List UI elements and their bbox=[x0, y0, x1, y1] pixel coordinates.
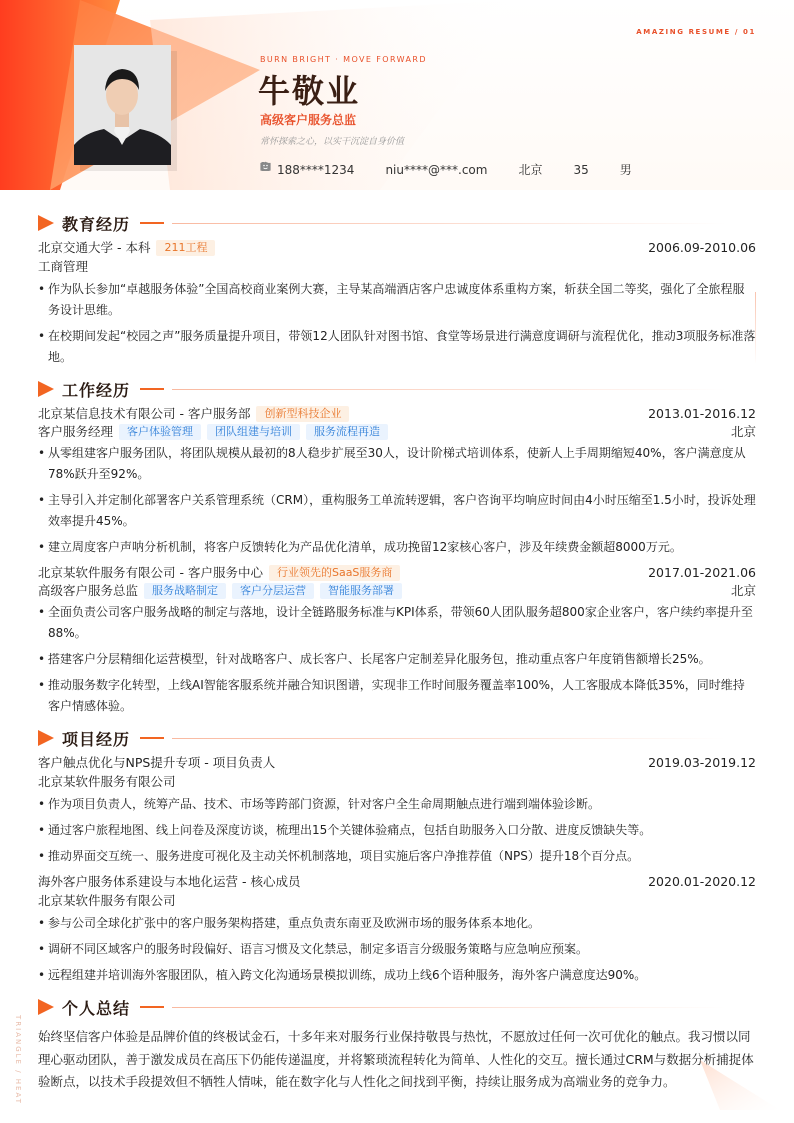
job-row bbox=[38, 404, 756, 424]
list-item: • 搭建客户分层精细化运营模型，针对战略客户、成长客户、长尾客户定制差异化服务包，推动重点客户年度销售额增长25%。 bbox=[38, 649, 756, 670]
section-dash bbox=[140, 1006, 164, 1008]
project-name: 客户触点优化与NPS提升专项 - 项目负责人 bbox=[38, 755, 276, 770]
list-item: • 推动界面交互统一、服务进度可视化及主动关怀机制落地，项目实施后客户净推荐值（NPS）提升18个百分点。 bbox=[38, 846, 756, 867]
contact-age-text: 35 bbox=[573, 162, 589, 177]
education-row bbox=[38, 238, 756, 258]
section-triangle-icon bbox=[38, 999, 54, 1015]
project-org: 北京某软件服务有限公司 bbox=[38, 893, 176, 908]
skill-tag: 服务战略制定 bbox=[144, 583, 226, 599]
project-dates: 2019.03-2019.12 bbox=[648, 755, 756, 770]
person-icon bbox=[603, 164, 614, 175]
education-bullets bbox=[38, 279, 756, 368]
job-title: 高级客户服务总监 bbox=[260, 113, 357, 127]
company-name: 北京某信息技术有限公司 - 客户服务部 bbox=[38, 406, 251, 421]
list-item: • 远程组建并培训海外客服团队，植入跨文化沟通场景模拟训练，成功上线6个语种服务，海外客户满意度达90%。 bbox=[38, 965, 756, 986]
section-title: 工作经历 bbox=[62, 380, 131, 400]
contact-age bbox=[556, 163, 588, 177]
section-dash bbox=[140, 737, 164, 739]
project-bullets bbox=[38, 913, 756, 986]
slogan: BURN BRIGHT · MOVE FORWARD bbox=[260, 55, 427, 64]
project-bullets bbox=[38, 794, 756, 867]
list-item: • 参与公司全球化扩张中的客户服务架构搭建，重点负责东南亚及欧洲市场的服务体系本地化。 bbox=[38, 913, 756, 934]
list-item: • 调研不同区域客户的服务时段偏好、语言习惯及文化禁忌，制定多语言分级服务策略与应急响应预案。 bbox=[38, 939, 756, 960]
section-header-projects bbox=[38, 723, 756, 753]
header-banner bbox=[0, 0, 794, 190]
list-item: • 推动服务数字化转型，上线AI智能客服系统并融合知识图谱，实现非工作时间服务覆盖率100%，人工客服成本降低35%，同时维持客户情感体验。 bbox=[38, 675, 756, 717]
project-row bbox=[38, 872, 756, 892]
contact-gender-text: 男 bbox=[619, 163, 632, 177]
company-tag: 行业领先的SaaS服务商 bbox=[269, 565, 400, 581]
contact-phone-text: 188****1234 bbox=[277, 162, 355, 177]
page-tag: AMAZING RESUME / 01 bbox=[636, 28, 756, 36]
side-watermark: TRIANGLE / HEAT bbox=[14, 1015, 22, 1105]
job-dates: 2017.01-2021.06 bbox=[648, 565, 756, 580]
skill-tag: 智能服务部署 bbox=[320, 583, 402, 599]
contact-city-text: 北京 bbox=[518, 163, 543, 177]
section-title: 个人总结 bbox=[62, 998, 131, 1018]
mail-icon bbox=[368, 164, 379, 175]
section-triangle-icon bbox=[38, 730, 54, 746]
contact-city bbox=[501, 161, 542, 178]
section-divider bbox=[172, 1007, 726, 1008]
list-item: • 建立周度客户声呐分析机制，将客户反馈转化为产品优化清单，成功挽留12家核心客户，涉及年续费金额超8000万元。 bbox=[38, 537, 756, 558]
skill-tag: 客户分层运营 bbox=[232, 583, 314, 599]
section-header-education bbox=[38, 208, 756, 238]
section-triangle-icon bbox=[38, 381, 54, 397]
project-org: 北京某软件服务有限公司 bbox=[38, 774, 176, 789]
section-divider bbox=[172, 738, 726, 739]
profile-photo bbox=[74, 45, 171, 165]
resume-body bbox=[38, 206, 756, 1094]
job-bullets bbox=[38, 443, 756, 558]
job-bullets bbox=[38, 602, 756, 717]
list-item: • 通过客户旅程地图、线上问卷及深度访谈，梳理出15个关键体验痛点，包括自助服务入口分散、进度反馈缺失等。 bbox=[38, 820, 756, 841]
cake-icon bbox=[556, 164, 567, 175]
section-divider bbox=[172, 389, 726, 390]
corner-triangle bbox=[690, 1050, 780, 1112]
job-role-row bbox=[38, 424, 756, 440]
contact-email bbox=[368, 163, 487, 177]
list-item: • 在校期间发起“校园之声”服务质量提升项目，带领12人团队针对图书馆、食堂等场景进行满意度调研与流程优化，推动3项服务标准落地。 bbox=[38, 326, 756, 368]
section-header-work bbox=[38, 374, 756, 404]
skill-tag: 服务流程再造 bbox=[306, 424, 388, 440]
project-row bbox=[38, 753, 756, 773]
project-name: 海外客户服务体系建设与本地化运营 - 核心成员 bbox=[38, 874, 301, 889]
list-item: • 从零组建客户服务团队，将团队规模从最初的8人稳步扩展至30人，设计阶梯式培训体系，使新人上手周期缩短40%，客户满意度从78%跃升至92%。 bbox=[38, 443, 756, 485]
list-item: • 主导引入并定制化部署客户关系管理系统（CRM），重构服务工单流转逻辑，客户咨询平均响应时间由4小时压缩至1.5小时，投诉处理效率提升45%。 bbox=[38, 490, 756, 532]
section-header-summary bbox=[38, 992, 756, 1022]
job-role: 高级客户服务总监 bbox=[38, 583, 139, 598]
list-item: • 作为项目负责人，统筹产品、技术、市场等跨部门资源，针对客户全生命周期触点进行端到端体验诊断。 bbox=[38, 794, 756, 815]
job-location: 北京 bbox=[730, 583, 756, 598]
project-dates: 2020.01-2020.12 bbox=[648, 874, 756, 889]
summary-text: 始终坚信客户体验是品牌价值的终极试金石，十多年来对服务行业保持敬畏与热忱，不愿放过任何一次可优化的触点。我习惯以同理心驱动团队，善于激发成员在高压下仍能传递温度，并将繁琐流程转化为简单、人性化的交互。擅长通过CRM与数据分析捕捉体验断点，以技术手段提效但不牺牲人情味，能在数字化与人性化之间找到平衡，持续让服务成为高端业务的竞争力。 bbox=[38, 1029, 754, 1089]
company-tag: 创新型科技企业 bbox=[256, 406, 349, 422]
company-name: 北京某软件服务有限公司 - 客户服务中心 bbox=[38, 565, 263, 580]
job-location: 北京 bbox=[730, 424, 756, 439]
section-triangle-icon bbox=[38, 215, 54, 231]
section-dash bbox=[140, 222, 164, 224]
home-icon bbox=[501, 164, 512, 175]
contact-phone bbox=[260, 163, 354, 177]
contact-list bbox=[260, 161, 632, 178]
job-row bbox=[38, 563, 756, 583]
school-tag: 211工程 bbox=[156, 240, 215, 256]
education-major: 工商管理 bbox=[38, 259, 89, 274]
education-dates: 2006.09-2010.06 bbox=[648, 240, 756, 255]
section-title: 项目经历 bbox=[62, 729, 131, 749]
contact-email-text: niu****@***.com bbox=[385, 162, 488, 177]
contact-gender bbox=[603, 161, 632, 178]
motto: 常怀探索之心，以实干沉淀自身价值 bbox=[260, 137, 405, 147]
candidate-name: 牛敬业 bbox=[258, 72, 361, 110]
job-dates: 2013.01-2016.12 bbox=[648, 406, 756, 421]
list-item: • 全面负责公司客户服务战略的制定与落地，设计全链路服务标准与KPI体系，带领60人团队服务超800家企业客户，客户续约率提升至88%。 bbox=[38, 602, 756, 644]
job-role-row bbox=[38, 583, 756, 599]
list-item: • 作为队长参加“卓越服务体验”全国高校商业案例大赛，主导某高端酒店客户忠诚度体系重构方案，斩获全国二等奖，强化了全旅程服务设计思维。 bbox=[38, 279, 756, 321]
skill-tag: 客户体验管理 bbox=[119, 424, 201, 440]
section-divider bbox=[172, 223, 726, 224]
job-role: 客户服务经理 bbox=[38, 424, 114, 439]
section-dash bbox=[140, 388, 164, 390]
section-title: 教育经历 bbox=[62, 214, 131, 234]
skill-tag: 团队组建与培训 bbox=[207, 424, 300, 440]
school-name: 北京交通大学 - 本科 bbox=[38, 240, 151, 255]
